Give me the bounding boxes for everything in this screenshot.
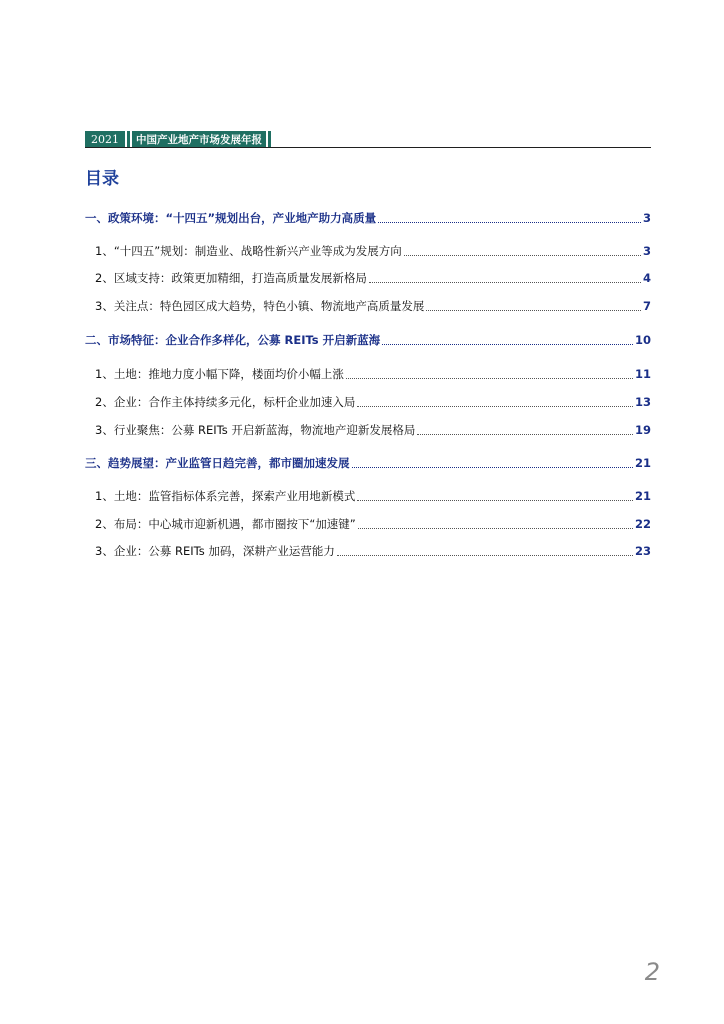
toc-entry-title: 三、趋势展望：产业监管日趋完善，都市圈加速发展 bbox=[85, 456, 350, 470]
report-header bbox=[85, 131, 271, 147]
toc-entry-title: 1、土地：监管指标体系完善，探索产业用地新模式 bbox=[95, 489, 356, 503]
toc-leader-dots bbox=[357, 499, 633, 501]
year-label: 2021 bbox=[85, 131, 125, 147]
toc-leader-dots bbox=[378, 221, 641, 223]
header-separator bbox=[127, 131, 130, 147]
toc-chapter-entry[interactable] bbox=[85, 332, 651, 348]
toc-entry-page: 13 bbox=[634, 395, 651, 409]
toc-entry-page: 21 bbox=[634, 489, 651, 503]
toc-entry-title: 3、关注点：特色园区成大趋势，特色小镇、物流地产高质量发展 bbox=[95, 299, 425, 313]
toc-section-entry[interactable] bbox=[85, 270, 651, 286]
toc-leader-dots bbox=[426, 309, 641, 311]
toc-entry-title: 二、市场特征：企业合作多样化，公募 REITs 开启新蓝海 bbox=[85, 333, 381, 347]
toc-leader-dots bbox=[369, 281, 641, 283]
toc-entry-title: 2、企业：合作主体持续多元化，标杆企业加速入局 bbox=[95, 395, 356, 409]
header-rule bbox=[85, 147, 651, 148]
toc-entry-page: 21 bbox=[634, 456, 651, 470]
toc-section-entry[interactable] bbox=[85, 488, 651, 504]
report-title: 中国产业地产市场发展年报 bbox=[132, 131, 266, 147]
toc-entry-page: 23 bbox=[634, 544, 651, 558]
toc-chapter-entry[interactable] bbox=[85, 455, 651, 471]
toc-entry-page: 19 bbox=[634, 423, 651, 437]
toc-section-entry[interactable] bbox=[85, 394, 651, 410]
toc-entry-page: 3 bbox=[642, 244, 651, 258]
toc-section-entry[interactable] bbox=[85, 543, 651, 559]
toc-entry-page: 7 bbox=[642, 299, 651, 313]
page-number: 2 bbox=[644, 958, 660, 986]
toc-section-entry[interactable] bbox=[85, 298, 651, 314]
header-end-bar bbox=[268, 131, 271, 147]
toc-leader-dots bbox=[404, 254, 641, 256]
toc-leader-dots bbox=[382, 343, 633, 345]
toc-entry-page: 11 bbox=[634, 367, 651, 381]
toc-entry-page: 22 bbox=[634, 517, 651, 531]
toc-entry-title: 2、布局：中心城市迎新机遇，都市圈按下“加速键” bbox=[95, 517, 356, 531]
toc-leader-dots bbox=[358, 527, 633, 529]
toc-entry-title: 一、政策环境：“十四五”规划出台，产业地产助力高质量 bbox=[85, 211, 377, 225]
toc-entry-page: 4 bbox=[642, 271, 651, 285]
toc-section-entry[interactable] bbox=[85, 516, 651, 532]
toc-leader-dots bbox=[417, 433, 633, 435]
toc-heading: 目录 bbox=[85, 169, 119, 189]
toc-entry-title: 1、“十四五”规划：制造业、战略性新兴产业等成为发展方向 bbox=[95, 244, 402, 258]
toc-chapter-entry[interactable] bbox=[85, 210, 651, 226]
toc-section-entry[interactable] bbox=[85, 366, 651, 382]
toc-entry-title: 3、企业：公募 REITs 加码，深耕产业运营能力 bbox=[95, 544, 335, 558]
toc-section-entry[interactable] bbox=[85, 243, 651, 259]
toc-entry-title: 2、区域支持：政策更加精细，打造高质量发展新格局 bbox=[95, 271, 367, 285]
toc-entry-title: 3、行业聚焦：公募 REITs 开启新蓝海，物流地产迎新发展格局 bbox=[95, 423, 416, 437]
toc-entry-page: 10 bbox=[634, 333, 651, 347]
toc-leader-dots bbox=[337, 554, 633, 556]
toc-entry-page: 3 bbox=[642, 211, 651, 225]
toc-leader-dots bbox=[352, 466, 633, 468]
toc-entry-title: 1、土地：推地力度小幅下降，楼面均价小幅上涨 bbox=[95, 367, 344, 381]
toc-section-entry[interactable] bbox=[85, 422, 651, 438]
toc-leader-dots bbox=[346, 377, 633, 379]
toc-leader-dots bbox=[357, 405, 633, 407]
